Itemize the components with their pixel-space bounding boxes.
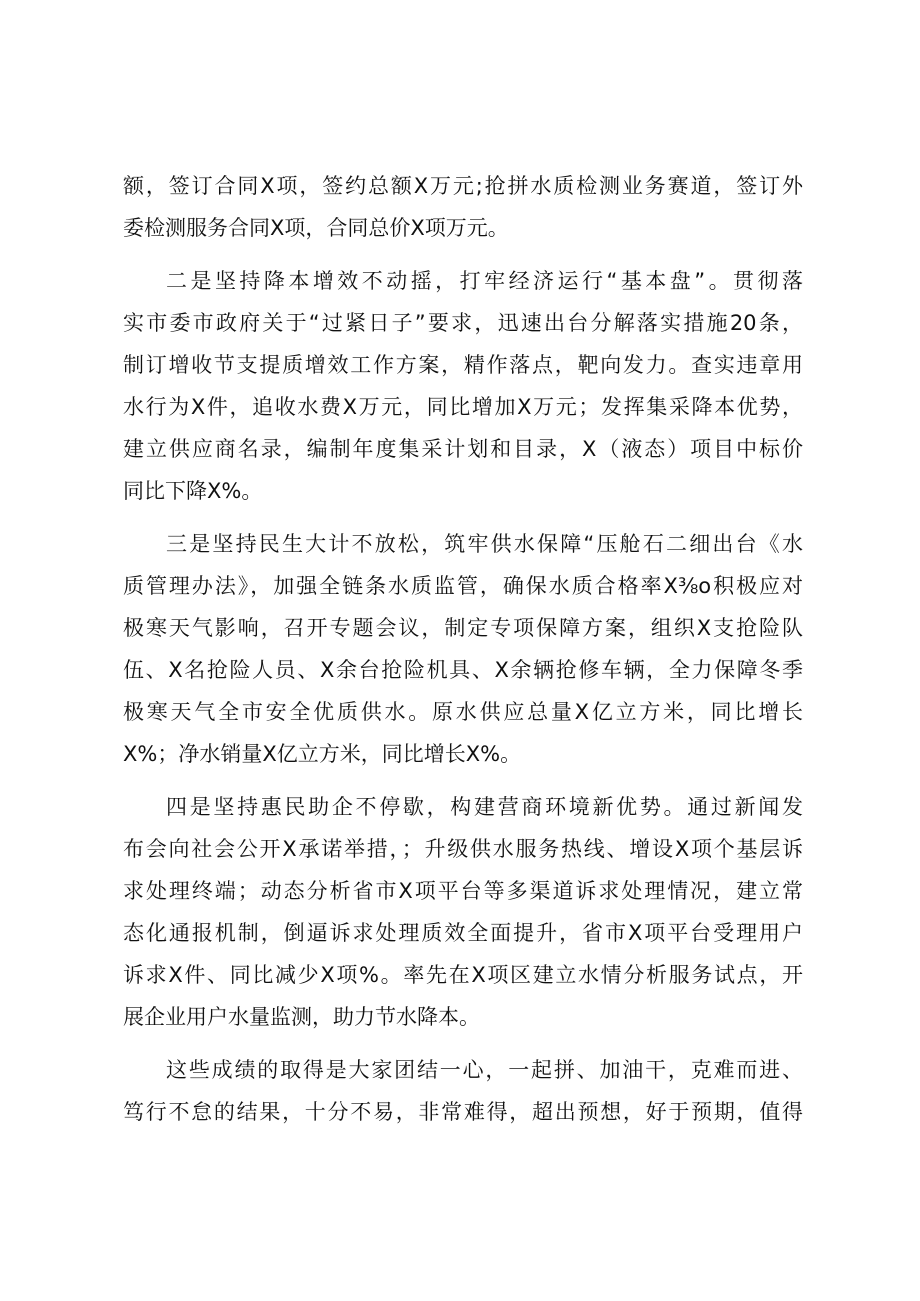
text-line: 制订增收节支提质增效工作方案，精作落点，靶向发力。查实违章用 [123, 353, 803, 377]
text-line: 极寒天气全市安全优质供水。原水供应总量X亿立方米，同比增长 [123, 700, 803, 724]
document-body [123, 165, 803, 1133]
text-line: 二是坚持降本增效不动摇，打牢经济运行“基本盘”。贯彻落 [166, 269, 803, 293]
text-line: 实市委市政府关于“过紧日子”要求，迅速出台分解落实措施20条， [123, 311, 803, 335]
text-line: 展企业用户水量监测，助力节水降本。 [123, 1005, 480, 1029]
text-line: 极寒天气影响，召开专题会议，制定专项保障方案，组织X支抢险队 [123, 616, 803, 640]
paragraph-two [123, 260, 803, 512]
text-line: 伍、X名抢险人员、X余台抢险机具、X余辆抢修车辆，全力保障冬季 [123, 658, 803, 682]
paragraph-continuation [123, 165, 803, 249]
text-line: 水行为X件，追收水费X万元，同比增加X万元；发挥集采降本优势， [123, 395, 803, 419]
paragraph-five [123, 1049, 803, 1133]
text-line: 这些成绩的取得是大家团结一心，一起拼、加油干，克难而进、 [166, 1058, 803, 1082]
paragraph-three [123, 523, 803, 775]
paragraph-four [123, 786, 803, 1038]
text-line: 建立供应商名录，编制年度集采计划和目录，X（液态）项目中标价 [123, 437, 803, 461]
text-line: 态化通报机制，倒逼诉求处理质效全面提升，省市X项平台受理用户 [123, 921, 803, 945]
text-line: 同比下降X%。 [123, 479, 263, 503]
text-line: 求处理终端；动态分析省市X项平台等多渠道诉求处理情况，建立常 [123, 879, 803, 903]
text-line: 质管理办法》，加强全链条水质监管，确保水质合格率X⅜o积极应对 [123, 574, 803, 598]
text-line: 笃行不怠的结果，十分不易，非常难得，超出预想，好于预期，值得 [123, 1100, 803, 1124]
text-line: 委检测服务合同X项，合同总价X项万元。 [123, 216, 509, 240]
text-line: 布会向社会公开X承诺举措，；升级供水服务热线、增设X项个基层诉 [123, 837, 803, 861]
text-line: 诉求X件、同比减少X项%。率先在X项区建立水情分析服务试点，开 [123, 963, 803, 987]
text-line: 额，签订合同X项，签约总额X万元;抢拼水质检测业务赛道，签订外 [123, 174, 803, 198]
text-line: 三是坚持民生大计不放松，筑牢供水保障“压舱石二细出台《水 [166, 532, 803, 556]
text-line: 四是坚持惠民助企不停歇，构建营商环境新优势。通过新闻发 [166, 795, 803, 819]
text-line: X%；净水销量X亿立方米，同比增长X%。 [123, 742, 522, 766]
